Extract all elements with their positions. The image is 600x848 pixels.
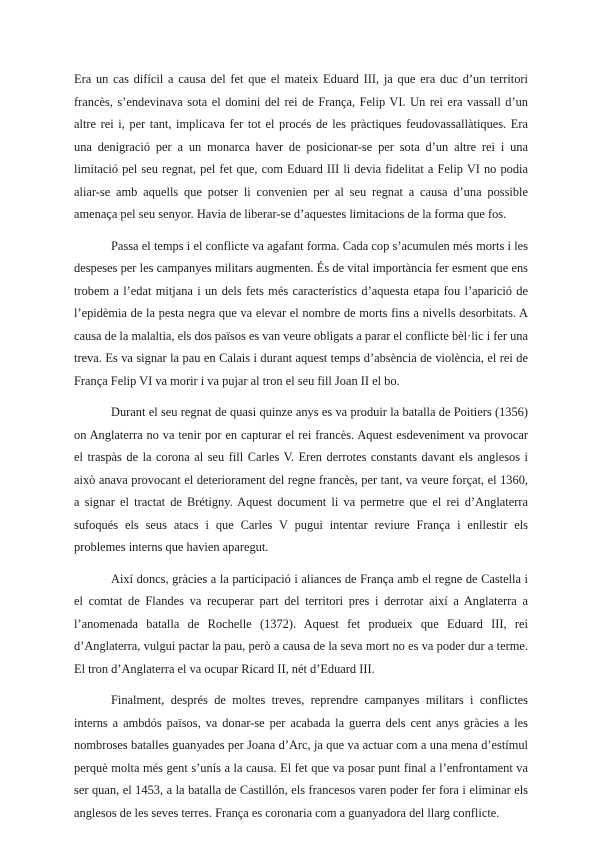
paragraph-4: Així doncs, gràcies a la participació i aliances de França amb el regne de Castella i el comtat de Flandes va recuperar part del territori pres i derrotar així a Anglaterra a l’anomenada batalla de Rochelle (1372). Aquest fet produeix que Eduard III, rei d’Anglaterra, vulgui pactar la pau, però a causa de la seva mort no es va poder dur a terme. El tron d’Anglaterra el va ocupar Ricard II, nét d’Eduard III. — [74, 571, 528, 676]
paragraph-5: Finalment, després de moltes treves, reprendre campanyes militars i conflictes interns a ambdós països, va donar-se per acabada la guerra dels cent anys gràcies a les nombroses batalles guanyades per Joana d’Arc, ja que va actuar com a una mena d’estímul perquè molta més gent s’unís a la causa. El fet que va posar punt final a l’enfrontament va ser quan, el 1453, a la batalla de Castillón, els francesos varen poder fer fora i eliminar els anglesos de les seves terres. França es coronaria com a guanyadora del llarg conflicte. — [74, 693, 528, 820]
document-body — [74, 68, 528, 833]
paragraph-1: Era un cas difícil a causa del fet que el mateix Eduard III, ja que era duc d’un territori francès, s’endevinava sota el domini del rei de França, Felip VI. Un rei era vassall d’un altre rei i, per tant, implicava fer tot el procés de les pràctiques feudovassallàtiques. Era una denigració per a un monarca haver de posicionar-se per sota d’un altre rei i una limitació pel seu regnat, pel fet que, com Eduard III li devia fidelitat a Felip VI no podia aliar-se amb aquells que potser li convenien per al seu regnat a causa d’una possible amenaça pel seu senyor. Havia de liberar-se d’aquestes limitacions de la forma que fos. — [74, 72, 528, 221]
paragraph-3: Durant el seu regnat de quasi quinze anys es va produir la batalla de Poitiers (1356) on Anglaterra no va tenir por en capturar el rei francès. Aquest esdeveniment va provocar el traspàs de la corona al seu fill Carles V. Eren derrotes constants davant els anglesos i això anava provocant el deteriorament del regne francès, per tant, va veure forçat, el 1360, a signar el tractat de Brétigny. Aquest document li va permetre que el rei d’Anglaterra sufoqués els seus atacs i que Carles V pugui intentar reviure França i enllestir els problemes interns que havien aparegut. — [74, 405, 528, 554]
paragraph-2: Passa el temps i el conflicte va agafant forma. Cada cop s’acumulen més morts i les despeses per les campanyes militars augmenten. És de vital importància fer esment que ens trobem a l’edat mitjana i un dels fets més característics d’aquesta etapa fou l’aparició de l’epidèmia de la pesta negra que va elevar el nombre de morts fins a nivells desorbitats. A causa de la malaltia, els dos països es van veure obligats a parar el conflicte bèl·lic i fer una treva. Es va signar la pau en Calais i durant aquest temps d’absència de violència, el rei de França Felip VI va morir i va pujar al tron el seu fill Joan II el bo. — [74, 238, 528, 388]
